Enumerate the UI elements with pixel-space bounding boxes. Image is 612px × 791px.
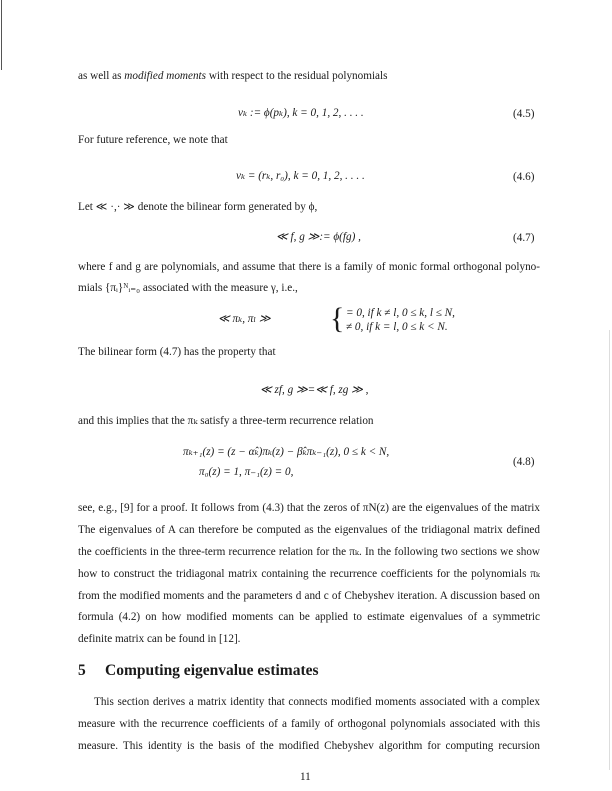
section-title: Computing eigenvalue estimates [105, 662, 319, 679]
equation-case: ≠ 0, if k = l, 0 ≤ k < N. [346, 321, 448, 333]
text: as well as [78, 70, 125, 82]
text-line: The eigenvalues of A can therefore be computed as the eigenvalues of the tridiagonal matrix defined [78, 524, 540, 536]
page-number: 11 [300, 771, 311, 783]
text-line: This section derives a matrix identity that connects modified moments associated with a complex [94, 696, 540, 708]
text-line: For future reference, we note that [78, 134, 228, 146]
equation-property: ≪ zf, g ≫=≪ f, zg ≫ , [260, 384, 369, 396]
text-line: where f and g are polynomials, and assume that there is a family of monic formal orthogonal polyno- [78, 261, 540, 273]
emphasis: modified moments [124, 70, 207, 82]
scan-edge [1, 0, 2, 70]
text: with respect to the residual polynomials [206, 70, 388, 82]
equation-lhs: ≪ πₖ, πₗ ≫ [218, 313, 271, 325]
text-line: how to construct the tridiagonal matrix containing the recurrence coefficients for the polynomials πₖ [78, 568, 540, 580]
text-line: mials {πᵢ}ᴺᵢ₌₀ associated with the measure γ, i.e., [78, 282, 298, 294]
equation-number: (4.7) [513, 232, 535, 244]
equation-initial: π₀(z) = 1, π₋₁(z) = 0, [199, 466, 294, 478]
text-line: see, e.g., [9] for a proof. It follows from (4.3) that the zeros of πN(z) are the eigenvalues of the matrix [78, 502, 540, 514]
equation-number: (4.8) [513, 456, 535, 468]
text-line: measure. This identity is the basis of the modified Chebyshev algorithm for computing recursion [78, 740, 540, 752]
equation-number: (4.5) [513, 108, 535, 120]
text-line: definite matrix can be found in [12]. [78, 633, 241, 645]
scan-edge-right [609, 330, 610, 770]
section-heading [78, 662, 319, 680]
equation-4-7: ≪ f, g ≫:= ϕ(fg) , [276, 231, 361, 243]
text-line: formula (4.2) on how modified moments can be applied to estimate eigenvalues of a symmetric [78, 611, 540, 623]
equation-4-6: νₖ = (rₖ, r₀), k = 0, 1, 2, . . . . [236, 170, 365, 182]
text-line: from the modified moments and the parameters d and c of Chebyshev iteration. A discussion based on [78, 590, 540, 602]
text-line: measure with the recurrence coefficients of a family of orthogonal polynomials associated with this [78, 718, 540, 730]
equation-case: = 0, if k ≠ l, 0 ≤ k, l ≤ N, [346, 307, 455, 319]
equation-recurrence: πₖ₊₁(z) = (z − α̂ₖ)πₖ(z) − β̂ₖπₖ₋₁(z), 0 ≤ k < N, [183, 446, 390, 458]
text-line: Let ≪ ·,· ≫ denote the bilinear form generated by ϕ, [78, 201, 318, 213]
text-line: and this implies that the πₖ satisfy a three-term recurrence relation [78, 415, 374, 427]
text-line: The bilinear form (4.7) has the property that [78, 346, 276, 358]
brace: { [330, 302, 345, 335]
equation-number: (4.6) [513, 171, 535, 183]
section-number: 5 [78, 662, 86, 679]
text-line [78, 69, 540, 83]
equation-4-5: νₖ := ϕ(pₖ), k = 0, 1, 2, . . . . [238, 107, 364, 119]
text-line: the coefficients in the three-term recurrence relation for the πₖ. In the following two sections we show [78, 546, 540, 558]
